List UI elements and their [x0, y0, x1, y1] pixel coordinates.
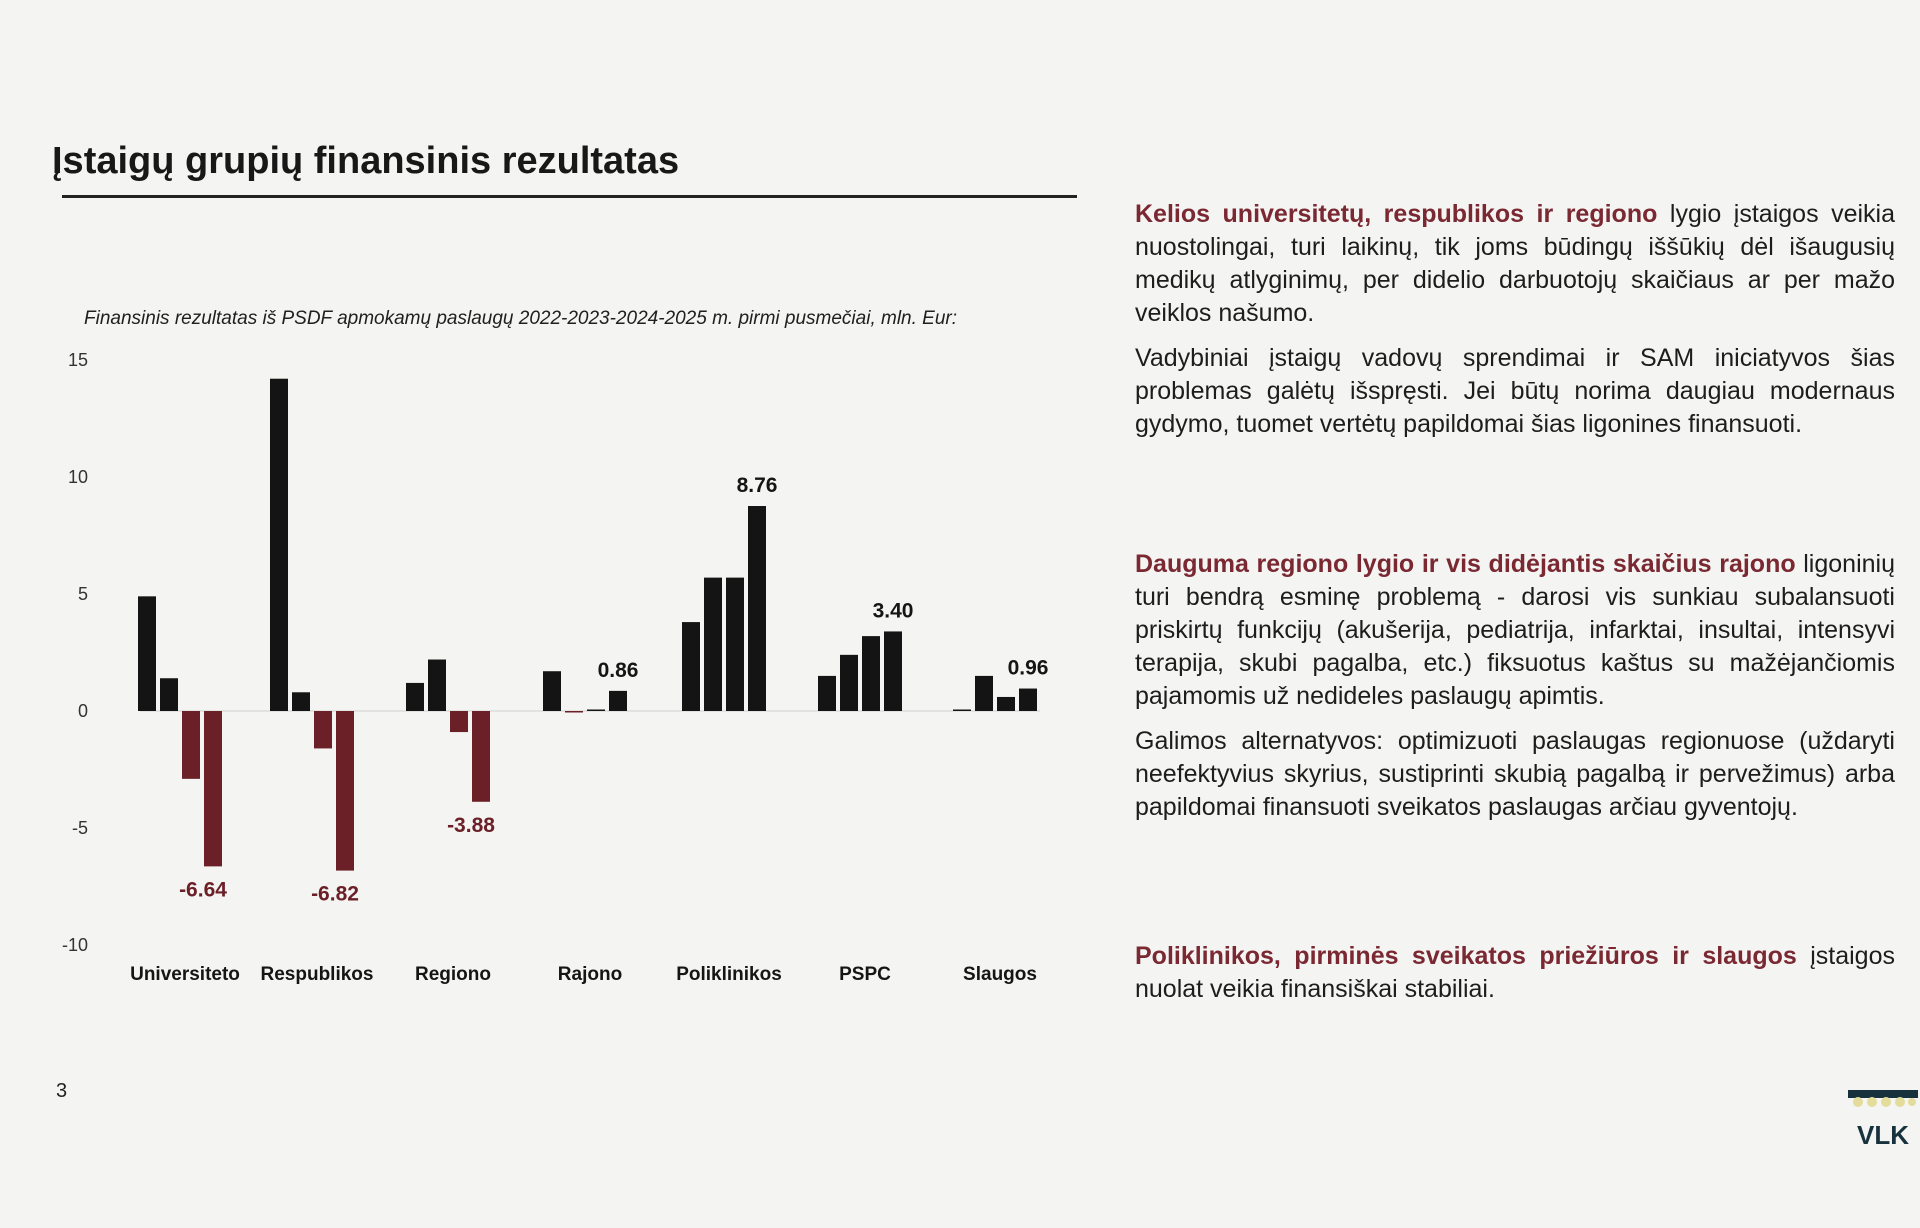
paragraph-1-text: lygio įstaigos veikia nuostolingai, turi laikinų, tik joms būdingų iššūkių dėl išaugusių medikų atlyginimų, per didelio darbuotojų skaičiaus ar per mažo veiklos našumo. [1135, 200, 1895, 327]
bar-chart [0, 340, 1100, 1000]
page-title: Įstaigų grupių finansinis rezultatas [52, 140, 680, 182]
paragraph-5 [1135, 940, 1895, 1006]
logo-figures-icon [1848, 1080, 1918, 1120]
paragraph-5-text: įstaigos nuolat veikia finansiškai stabiliai. [1135, 942, 1895, 1003]
data-label: 8.76 [736, 474, 778, 498]
text-block-2 [1135, 548, 1895, 836]
bar [975, 676, 993, 711]
bar [182, 711, 200, 779]
bar [472, 711, 490, 802]
y-tick-label: 0 [77, 701, 88, 721]
bar [682, 622, 700, 711]
x-tick-label: Regiono [415, 964, 491, 985]
x-tick-label: PSPC [839, 964, 891, 985]
bar [406, 683, 424, 711]
paragraph-1 [1135, 198, 1895, 330]
x-tick-label: Respublikos [260, 964, 374, 985]
logo-text: VLK [1857, 1120, 1909, 1150]
bar [565, 711, 583, 713]
bar [314, 711, 332, 748]
bar [587, 710, 605, 712]
data-label: 3.40 [872, 599, 914, 623]
text-block-1 [1135, 198, 1895, 453]
paragraph-3 [1135, 548, 1895, 713]
data-label: -6.64 [179, 878, 227, 902]
bar [862, 636, 880, 711]
bar [704, 578, 722, 711]
bar [204, 711, 222, 866]
bar [543, 671, 561, 711]
bar [726, 578, 744, 711]
bar [818, 676, 836, 711]
paragraph-2: Vadybiniai įstaigų vadovų sprendimai ir SAM iniciatyvos šias problemas galėtų išspręsti. Jei būtų norima daugiau modernaus gydymo, tuomet vertėtų papildomai šias ligonines finansuoti. [1135, 344, 1895, 438]
y-tick-label: 5 [77, 584, 88, 604]
page-number: 3 [56, 1080, 68, 1102]
data-label: -6.82 [311, 882, 359, 906]
bar [270, 379, 288, 711]
bar [336, 711, 354, 871]
y-tick-label: 15 [67, 350, 88, 370]
bar [138, 596, 156, 711]
paragraph-3-text: ligoninių turi bendrą esminę problemą - darosi vis sunkiau subalansuoti priskirtų funkcijų (akušerija, pediatrija, infarktai, insultai, intensyvi terapija, skubi pagalba, etc.) fiksuotus kaštus su mažėjančiomis pajamomis už nedideles paslaugų apimtis. [1135, 550, 1895, 710]
paragraph-4: Galimos alternatyvos: optimizuoti paslaugas regionuose (uždaryti neefektyvius skyrius, sustiprinti skubią pagalbą ir pervežimus) arba papildomai finansuoti sveikatos paslaugas arčiau gyventojų. [1135, 727, 1895, 821]
bar [884, 631, 902, 711]
chart-caption: Finansinis rezultatas iš PSDF apmokamų paslaugų 2022-2023-2024-2025 m. pirmi pusmečiai, mln. Eur: [84, 308, 958, 329]
bar [748, 506, 766, 711]
bar [609, 691, 627, 711]
title-divider [62, 195, 1077, 198]
data-label: 0.96 [1007, 656, 1049, 680]
bar [160, 678, 178, 711]
bar [450, 711, 468, 732]
bar [428, 660, 446, 711]
x-tick-label: Universiteto [130, 964, 240, 985]
x-tick-label: Poliklinikos [676, 964, 782, 985]
y-tick-label: 10 [67, 467, 88, 487]
data-label: 0.86 [597, 658, 639, 682]
vlk-logo [1848, 1080, 1918, 1150]
y-tick-label: -10 [61, 935, 88, 955]
paragraph-3-highlight: Dauguma regiono lygio ir vis didėjantis skaičius rajono [1135, 550, 1796, 578]
bar [840, 655, 858, 711]
text-block-3 [1135, 940, 1895, 1018]
x-tick-label: Rajono [557, 964, 623, 985]
bar [953, 710, 971, 712]
y-tick-label: -5 [71, 818, 88, 838]
paragraph-5-highlight: Poliklinikos, pirminės sveikatos priežiūros ir slaugos [1135, 942, 1797, 970]
bar [997, 697, 1015, 711]
paragraph-1-highlight: Kelios universitetų, respublikos ir regiono [1135, 200, 1658, 228]
bar [1019, 689, 1037, 711]
bar [292, 692, 310, 711]
data-label: -3.88 [447, 813, 495, 837]
x-tick-label: Slaugos [963, 964, 1037, 985]
